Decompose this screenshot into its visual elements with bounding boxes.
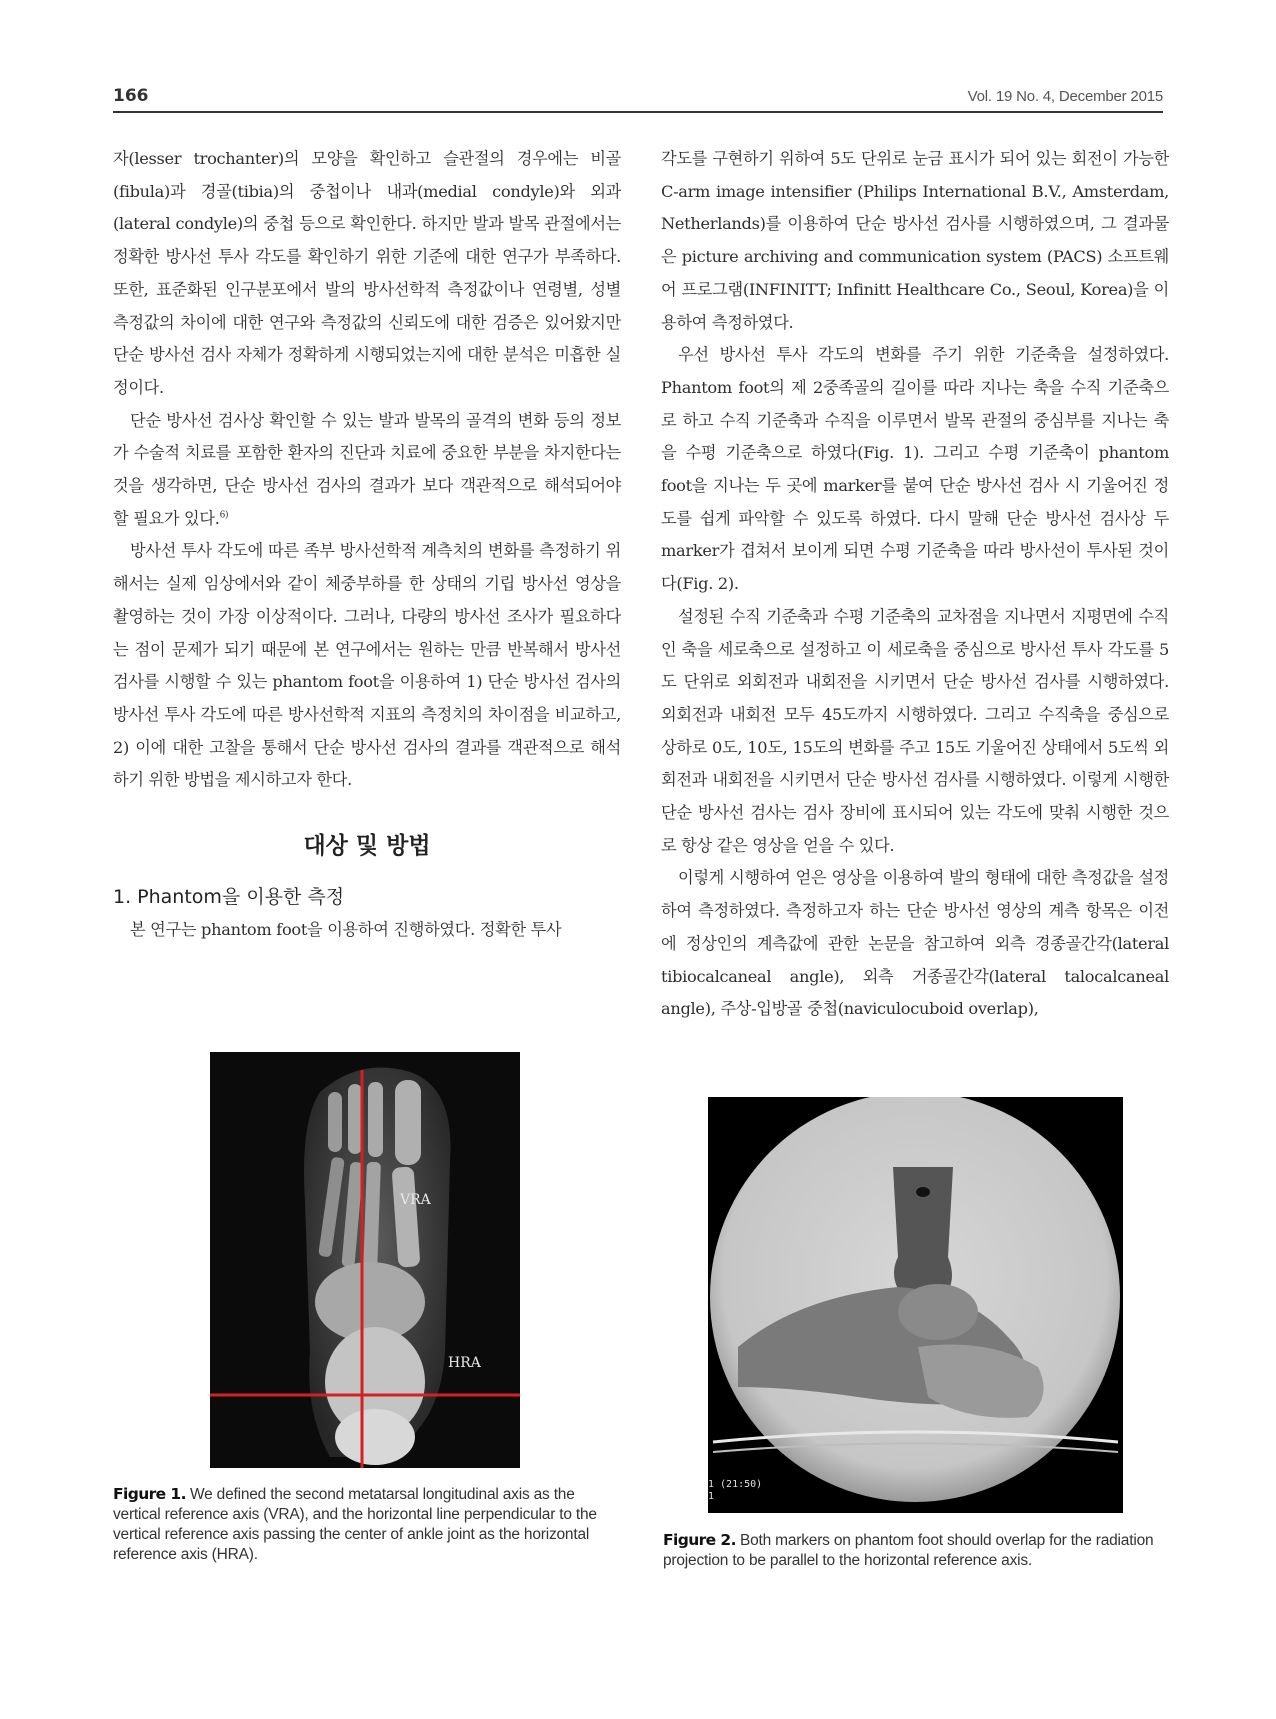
paragraph: 이렇게 시행하여 얻은 영상을 이용하여 발의 형태에 대한 측정값을 설정하여 측정하였다. 측정하고자 하는 단순 방사선 영상의 계측 항목은 이전에 정상인의 계측값에 관한 논문을 참고하여 외측 경종골간각(lateral tibiocalcaneal angle), 외측 거종골간각(lateral talocalcaneal angle), 주상-입방골 중첩(naviculocuboid overlap), (661, 868, 1169, 1019)
reference-axes-overlay (210, 1052, 520, 1468)
figure-2-caption-text: Both markers on phantom foot should overlap for the radiation projection to be parallel to the horizontal reference axis. (663, 1532, 1154, 1569)
overlay-line-2: 1 (708, 1491, 715, 1502)
figure-2-caption (663, 1530, 1173, 1571)
section-heading: 대상 및 방법 (303, 833, 431, 860)
paragraph (113, 405, 621, 536)
paragraph: 자(lesser trochanter)의 모양을 확인하고 슬관절의 경우에는 비골(fibula)과 경골(tibia)의 중첩이나 내과(medial condyle)와 외과(lateral condyle)의 중첩 등으로 확인한다. 하지만 발과 발목 관절에서는 정확한 방사선 투사 각도를 확인하기 위한 기준에 대한 연구가 부족하다. 또한, 표준화된 인구분포에서 발의 방사선학적 측정값이나 연령별, 성별 측정값의 차이에 대한 연구와 측정값의 신뢰도에 대한 검증은 있어왔지만 단순 방사선 검사 자체가 정확하게 시행되었는지에 대한 분석은 미흡한 실정이다. (113, 149, 621, 397)
fluoroscopy-overlay-text (708, 1479, 762, 1503)
figure-1-caption-text: We defined the second metatarsal longitudinal axis as the vertical reference axis (VRA), and the horizontal line perpendicular to the vertical reference axis passing the center of ankle joint as the horizontal reference axis (HRA). (113, 1486, 597, 1563)
subsection-heading: 1. Phantom을 이용한 측정 (113, 886, 345, 909)
paragraph-text: 단순 방사선 검사상 확인할 수 있는 발과 발목의 골격의 변화 등의 정보가 수술적 치료를 포함한 환자의 진단과 치료에 중요한 부분을 차지한다는 것을 생각하면, 단순 방사선 검사의 결과가 보다 객관적으로 해석되어야 할 필요가 있다. (113, 410, 621, 528)
page-header (113, 82, 1163, 112)
figure-1-radiograph (210, 1052, 520, 1468)
figure-2-radiograph (708, 1097, 1123, 1513)
page-number: 166 (113, 86, 149, 106)
journal-info: Vol. 19 No. 4, December 2015 (967, 88, 1163, 105)
header-rule (113, 111, 1163, 113)
paragraph: 설정된 수직 기준축과 수평 기준축의 교차점을 지나면서 지평면에 수직인 축을 세로축으로 설정하고 이 세로축을 중심으로 방사선 투사 각도를 5도 단위로 외회전과 내회전을 시키면서 단순 방사선 검사를 시행하였다. 외회전과 내회전 모두 45도까지 시행하였다. 그리고 수직축을 중심으로 상하로 0도, 10도, 15도의 변화를 주고 15도 기울어진 상태에서 5도씩 외회전과 내회전을 시키면서 단순 방사선 검사를 시행하였다. 이렇게 시행한 단순 방사선 검사는 검사 장비에 표시되어 있는 각도에 맞춰 시행한 것으로 항상 같은 영상을 얻을 수 있다. (661, 606, 1169, 855)
citation: 6) (219, 510, 229, 521)
paragraph: 방사선 투사 각도에 따른 족부 방사선학적 계측치의 변화를 측정하기 위해서는 실제 임상에서와 같이 체중부하를 한 상태의 기립 방사선 영상을 촬영하는 것이 가장 이상적이다. 그러나, 다량의 방사선 조사가 필요하다는 점이 문제가 되기 때문에 본 연구에서는 원하는 만큼 반복해서 방사선 검사를 시행할 수 있는 phantom foot을 이용하여 1) 단순 방사선 검사의 방사선 투사 각도에 따른 방사선학적 지표의 측정치의 차이점을 비교하고, 2) 이에 대한 고찰을 통해서 단순 방사선 검사의 결과를 객관적으로 해석하기 위한 방법을 제시하고자 한다. (113, 541, 621, 790)
figure-1-tag: Figure 1. (113, 1485, 186, 1503)
ankle-lateral-fluoroscopy-image (708, 1097, 1123, 1513)
paragraph: 각도를 구현하기 위하여 5도 단위로 눈금 표시가 되어 있는 회전이 가능한 C-arm image intensifier (Philips International B.V., Amsterdam, Netherlands)를 이용하여 단순 방사선 검사를 시행하였으며, 그 결과물은 picture archiving and communication system (PACS) 소프트웨어 프로그램(INFINITT; Infinitt Healthcare Co., Seoul, Korea)을 이용하여 측정하였다. (661, 149, 1169, 332)
figure-2-tag: Figure 2. (663, 1531, 736, 1549)
left-column (113, 143, 621, 947)
overlay-line-1: 1 (21:50) (708, 1479, 763, 1490)
hra-label: HRA (448, 1355, 481, 1371)
vra-label: VRA (400, 1192, 431, 1208)
right-column (661, 143, 1169, 1026)
paragraph: 우선 방사선 투사 각도의 변화를 주기 위한 기준축을 설정하였다. Phantom foot의 제 2중족골의 길이를 따라 지나는 축을 수직 기준축으로 하고 수직 기준축과 수직을 이루면서 발목 관절의 중심부를 지나는 축을 수평 기준축으로 하였다(Fig. 1). 그리고 수평 기준축이 phantom foot을 지나는 두 곳에 marker를 붙여 단순 방사선 검사 시 기울어진 정도를 쉽게 파악할 수 있도록 하였다. 다시 말해 단순 방사선 검사상 두 marker가 겹쳐서 보이게 되면 수평 기준축을 따라 방사선이 투사된 것이다(Fig. 2). (661, 345, 1169, 594)
paragraph: 본 연구는 phantom foot을 이용하여 진행하였다. 정확한 투사 (130, 920, 562, 940)
figure-1-caption (113, 1484, 619, 1565)
